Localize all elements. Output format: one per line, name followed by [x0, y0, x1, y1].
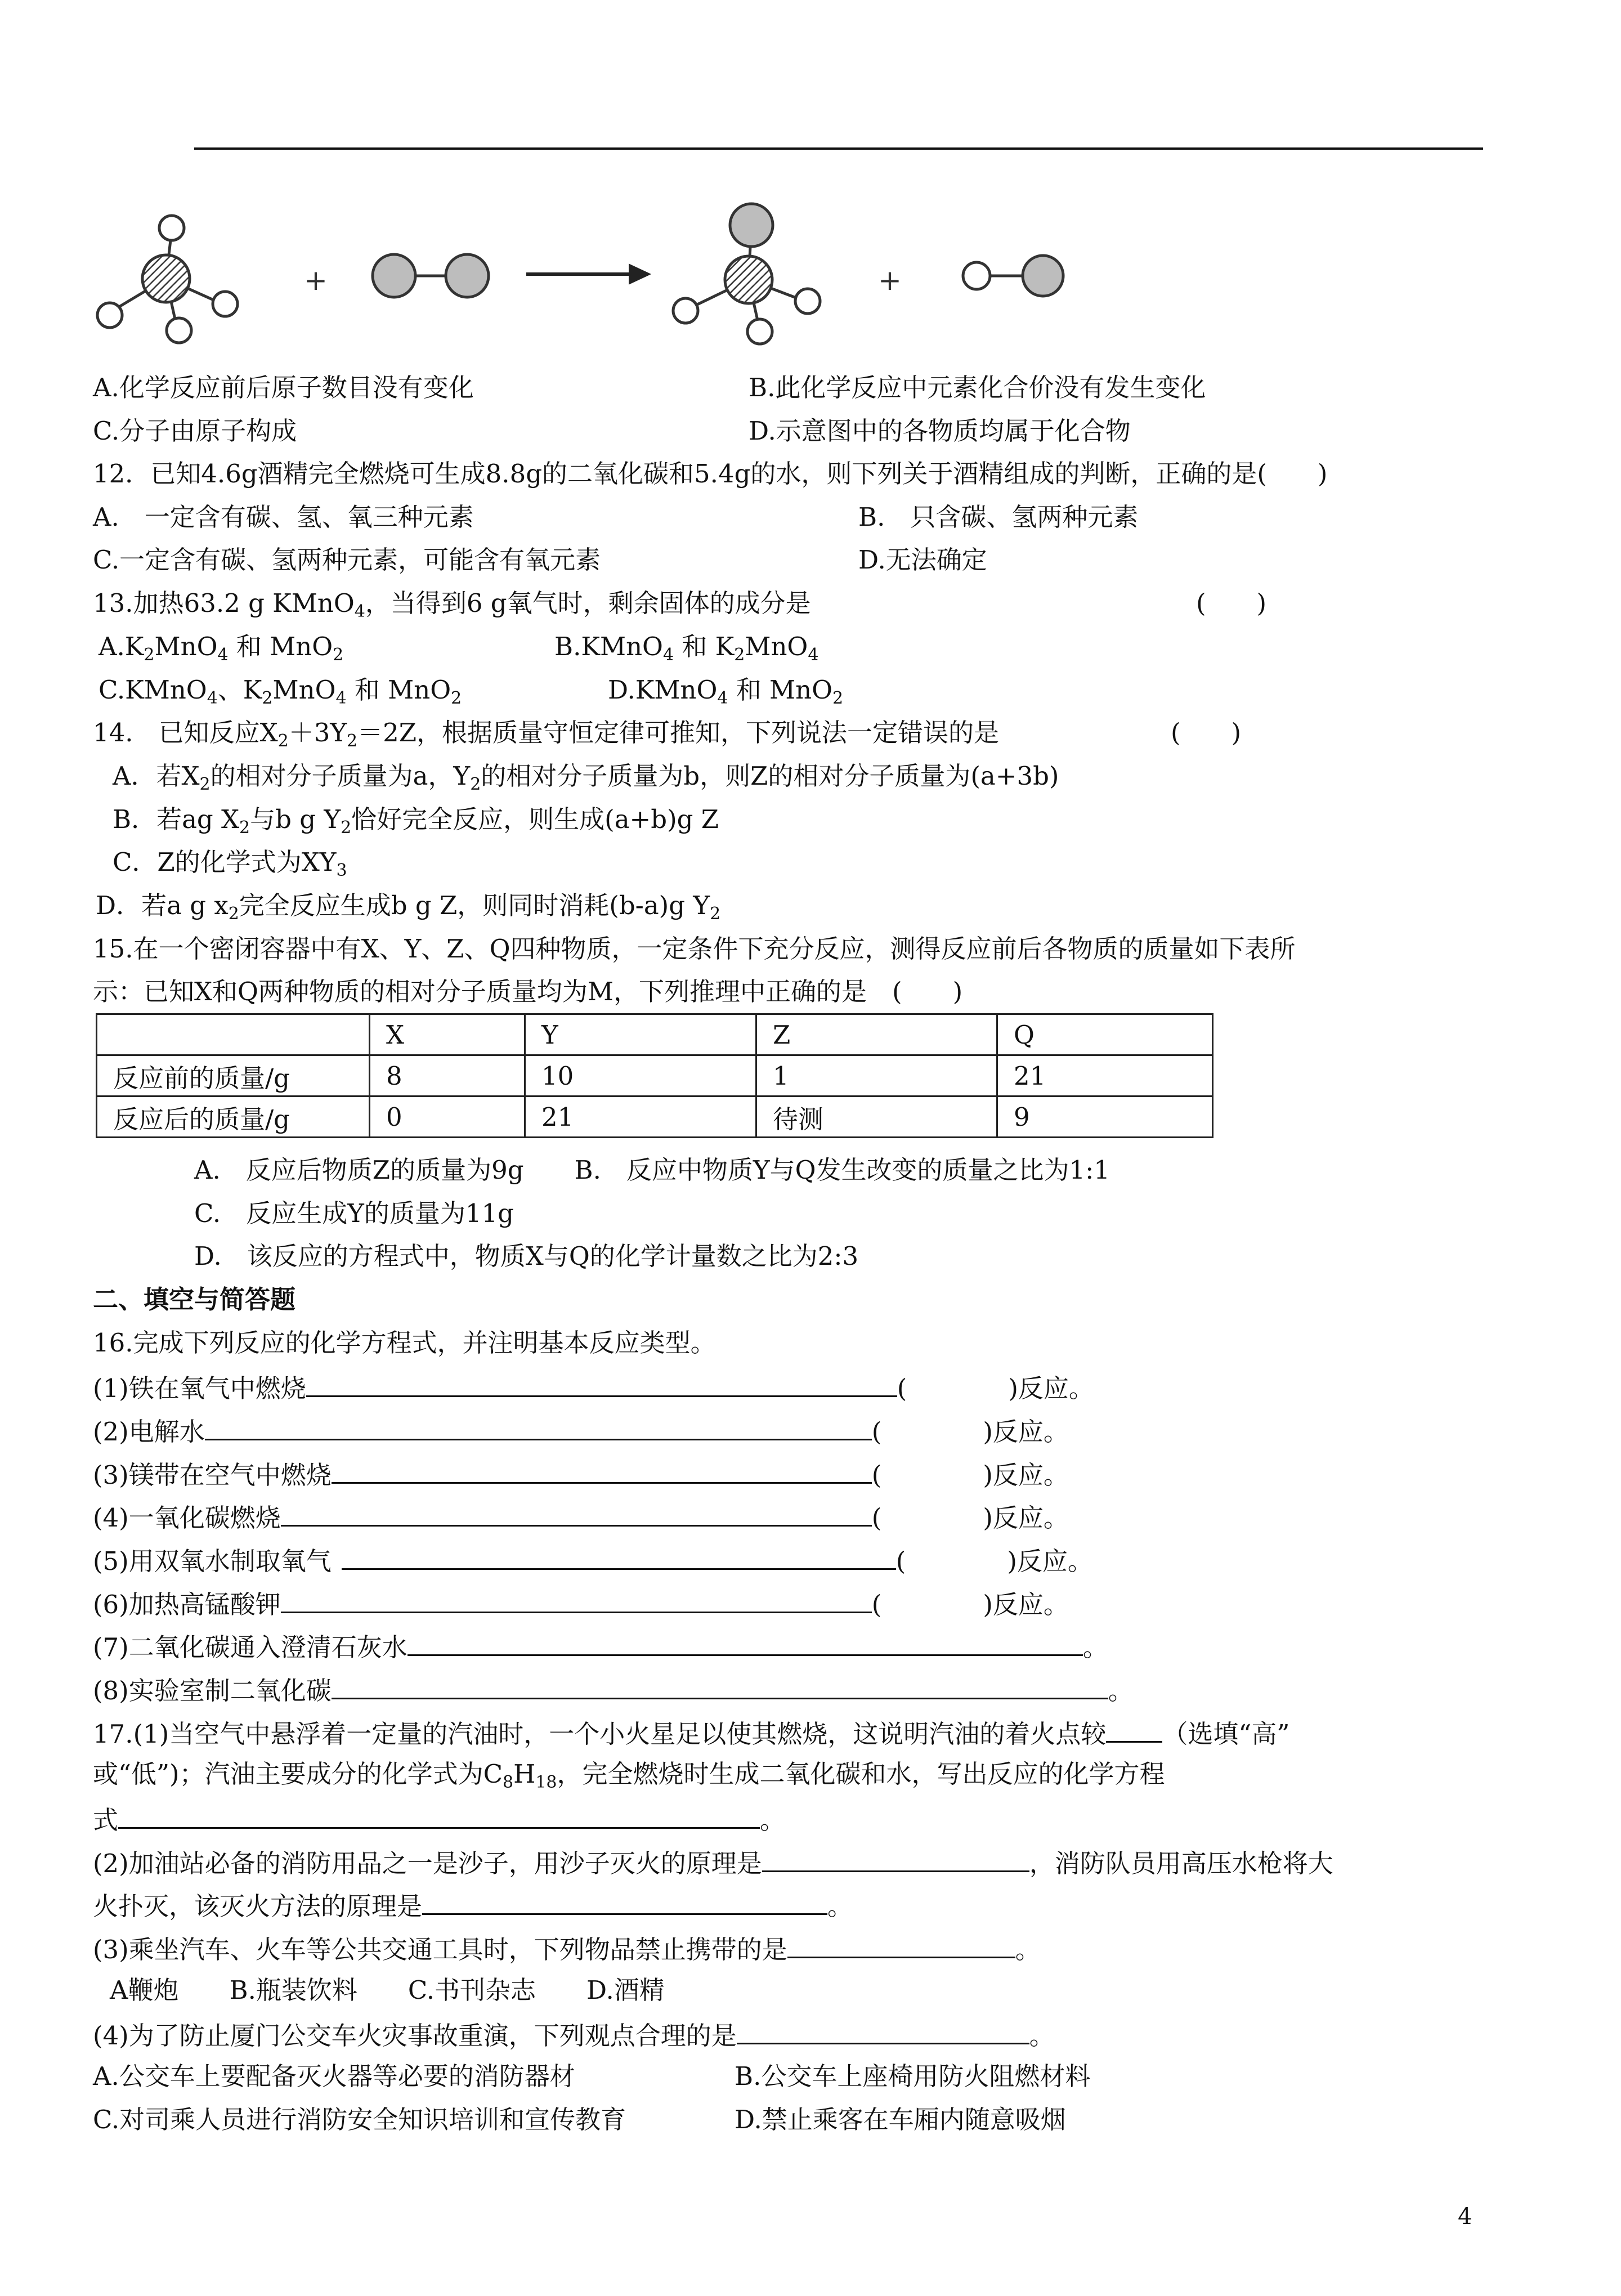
header-rule	[194, 147, 1483, 150]
q13-option-a: $A.K_2MnO_4$ 和 MnO$_2$	[98, 632, 344, 665]
table-header-cell	[97, 1014, 370, 1055]
table-cell: 9	[997, 1096, 1213, 1138]
q14-option-b: B．若ag $X_2$与b g $Y_2$恰好完全反应，则生成(a+b)g Z	[113, 804, 719, 838]
table-cell: 待测	[756, 1096, 997, 1138]
answer-blank[interactable]	[422, 1887, 827, 1915]
answer-blank[interactable]	[281, 1586, 872, 1613]
answer-blank[interactable]	[408, 1628, 1083, 1656]
table-header-cell: X	[370, 1014, 525, 1055]
q14-option-d: D．若a g $x_2$完全反应生成b g Z，则同时消耗(b-a)g $Y_2$	[96, 890, 721, 924]
table-header-cell: Z	[756, 1014, 997, 1055]
q13-option-b: B.KMnO$_4$ 和 $K_2MnO_4$	[554, 632, 819, 665]
q15-option-ab: A. 反应后物质Z的质量为9g B. 反应中物质Y与Q发生改变的质量之比为1:1	[194, 1155, 1110, 1185]
q17-part3-line1: (3)乘坐汽车、火车等公共交通工具时，下列物品禁止携带的是 。	[93, 1931, 1041, 1966]
q17-part4-option-d: D.禁止乘客在车厢内随意吸烟	[735, 2105, 1066, 2134]
q17-part1-line1: 17.(1)当空气中悬浮着一定量的汽油时，一个小火星足以使其燃烧，这说明汽油的着火点较 （选填“高”	[93, 1715, 1289, 1751]
q16-item-2: (2)电解水 ( )反应。	[93, 1413, 1069, 1448]
q14-answer-paren: ( )	[1171, 718, 1242, 748]
q17-part2-line1: (2)加油站必备的消防用品之一是沙子，用沙子灭火的原理是 ，消防队员用高压水枪将大	[93, 1845, 1333, 1880]
q17-part4-option-b: B.公交车上座椅用防火阻燃材料	[735, 2061, 1091, 2091]
q11-option-c: C.分子由原子构成	[93, 416, 297, 446]
q13-stem: 13.加热63.2 g KMnO$_4$，当得到6 g氧气时，剩余固体的成分是	[93, 588, 811, 621]
q17-part1-line3: 式 。	[93, 1801, 785, 1837]
q14-option-c: C．Z的化学式为$XY_3$	[113, 847, 347, 880]
q14-option-a: A．若$X_2$的相对分子质量为a，$Y_2$的相对分子质量为b，则Z的相对分子质量为(a+3b)	[113, 761, 1059, 794]
molecule-reaction-diagram	[90, 200, 1114, 346]
product-molecule-1	[673, 204, 820, 344]
table-header-cell: Y	[525, 1014, 756, 1055]
q12-option-d: D.无法确定	[858, 545, 987, 575]
answer-blank[interactable]	[205, 1413, 872, 1440]
reactant-molecule-2	[373, 254, 489, 297]
q17-part2-line2: 火扑灭，该灭火方法的原理是 。	[93, 1887, 853, 1923]
q16-item-6: (6)加热高锰酸钾 ( )反应。	[93, 1586, 1069, 1621]
table-cell: 反应后的质量/g	[97, 1096, 370, 1138]
q15-option-d: D. 该反应的方程式中，物质X与Q的化学计量数之比为2:3	[194, 1241, 859, 1271]
q17-part4-option-c: C.对司乘人员进行消防安全知识培训和宣传教育	[93, 2105, 626, 2134]
answer-blank[interactable]	[1106, 1715, 1162, 1743]
product-molecule-2	[963, 256, 1063, 296]
q15-mass-table	[96, 1013, 1213, 1138]
table-header-row	[97, 1014, 1213, 1055]
q12-option-a: A. 一定含有碳、氢、氧三种元素	[93, 502, 474, 532]
page-number: 4	[1458, 2204, 1472, 2230]
reaction-arrow	[526, 266, 647, 282]
q16-stem: 16.完成下列反应的化学方程式，并注明基本反应类型。	[93, 1328, 716, 1358]
section-2-title: 二、填空与简答题	[93, 1284, 296, 1314]
table-cell: 0	[370, 1096, 525, 1138]
q13-option-c: C.KMnO$_4$、$K_2MnO_4$ 和 MnO$_2$	[98, 675, 462, 708]
q13-answer-paren: ( )	[1196, 588, 1267, 618]
reactant-molecule-1	[97, 216, 238, 343]
q17-part4-option-a: A.公交车上要配备灭火器等必要的消防器材	[93, 2061, 575, 2091]
answer-blank[interactable]	[762, 1845, 1029, 1872]
q12-option-c: C.一定含有碳、氢两种元素，可能含有氧元素	[93, 545, 601, 575]
q16-item-7: (7)二氧化碳通入澄清石灰水 。	[93, 1628, 1108, 1664]
q13-option-d: D.KMnO$_4$ 和 MnO$_2$	[608, 675, 844, 708]
answer-blank[interactable]	[332, 1672, 1108, 1699]
q16-item-1: (1)铁在氧气中燃烧 ( )反应。	[93, 1369, 1094, 1405]
table-cell: 10	[525, 1055, 756, 1096]
q17-part1-line2: 或“低”)；汽油主要成分的化学式为$C_8H_{18}$，完全燃烧时生成二氧化碳和水，写出反应的化学方程	[93, 1759, 1165, 1792]
q15-option-c: C. 反应生成Y的质量为11g	[194, 1198, 514, 1228]
q17-part4-line1: (4)为了防止厦门公交车火灾事故重演，下列观点合理的是 。	[93, 2017, 1055, 2052]
svg-text:+: +	[304, 264, 328, 297]
table-cell: 反应前的质量/g	[97, 1055, 370, 1096]
answer-blank[interactable]	[737, 2017, 1029, 2044]
table-cell: 21	[997, 1055, 1213, 1096]
q17-part3-options: A鞭炮 B.瓶装饮料 C.书刊杂志 D.酒精	[110, 1975, 665, 2005]
q12-option-b: B. 只含碳、氢两种元素	[858, 502, 1139, 532]
table-cell: 21	[525, 1096, 756, 1138]
answer-blank[interactable]	[306, 1369, 897, 1397]
table-row	[97, 1096, 1213, 1138]
table-header-cell: Q	[997, 1014, 1213, 1055]
answer-blank[interactable]	[342, 1542, 896, 1570]
q11-option-b: B.此化学反应中元素化合价没有发生变化	[749, 373, 1206, 402]
q12-stem: 12．已知4.6g酒精完全燃烧可生成8.8g的二氧化碳和5.4g的水，则下列关于酒精组成的判断，正确的是( )	[93, 459, 1328, 489]
svg-text:+: +	[878, 264, 902, 297]
table-cell: 1	[756, 1055, 997, 1096]
answer-blank[interactable]	[332, 1456, 872, 1484]
answer-blank[interactable]	[118, 1801, 760, 1829]
q11-option-a: A.化学反应前后原子数目没有变化	[93, 373, 474, 402]
answer-blank[interactable]	[281, 1499, 872, 1527]
table-cell: 8	[370, 1055, 525, 1096]
q16-item-5: (5)用双氧水制取氧气 ( )反应。	[93, 1542, 1093, 1578]
q16-item-3: (3)镁带在空气中燃烧 ( )反应。	[93, 1456, 1069, 1492]
q11-option-d: D.示意图中的各物质均属于化合物	[749, 416, 1131, 446]
q14-stem: 14. 已知反应$X_2+3Y_2=2Z$，根据质量守恒定律可推知，下列说法一定错误的是	[93, 718, 1000, 751]
q15-stem-line2: 示：已知X和Q两种物质的相对分子质量均为M，下列推理中正确的是 ( )	[93, 977, 963, 1006]
q16-item-8: (8)实验室制二氧化碳 。	[93, 1672, 1134, 1707]
answer-blank[interactable]	[787, 1931, 1015, 1958]
table-row	[97, 1055, 1213, 1096]
q15-stem-line1: 15.在一个密闭容器中有X、Y、Z、Q四种物质，一定条件下充分反应，测得反应前后各物质的质量如下表所	[93, 934, 1296, 964]
q16-item-4: (4)一氧化碳燃烧 ( )反应。	[93, 1499, 1069, 1534]
